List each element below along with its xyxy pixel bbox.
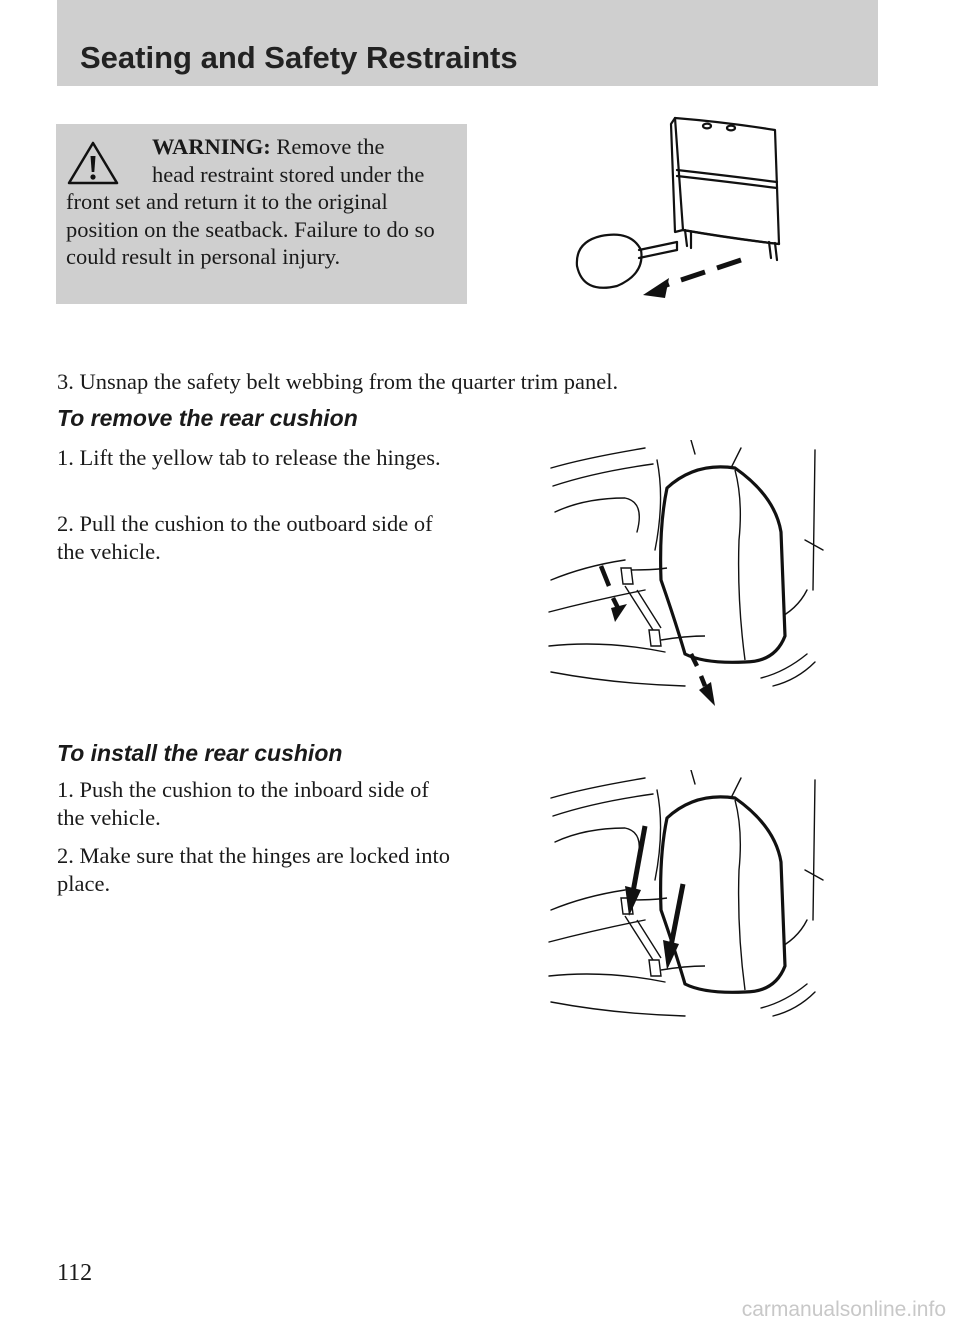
warning-label: WARNING: <box>152 134 271 159</box>
section-title: Seating and Safety Restraints <box>80 40 518 75</box>
warning-text <box>66 133 455 271</box>
warning-text-rest: head restraint stored under the front set and return it to the original position on the seatback. Failure to do so could result in personal injury. <box>66 161 435 269</box>
warning-triangle-icon <box>66 140 120 186</box>
warning-box <box>56 124 467 304</box>
rear-cushion-install-figure <box>545 770 830 1025</box>
head-restraint-figure <box>565 112 795 312</box>
watermark: carmanualsonline.info <box>741 1298 946 1321</box>
step-3-text: 3. Unsnap the safety belt webbing from the quarter trim panel. <box>57 369 619 394</box>
install-section-heading: To install the rear cushion <box>57 740 343 766</box>
rear-cushion-remove-figure <box>545 440 830 715</box>
remove-step-2: 2. Pull the cushion to the outboard side of the vehicle. <box>57 511 433 564</box>
install-step-2: 2. Make sure that the hinges are locked into place. <box>57 843 451 896</box>
install-step-1: 1. Push the cushion to the inboard side of the vehicle. <box>57 777 429 830</box>
page-number: 112 <box>57 1260 93 1286</box>
remove-section-heading: To remove the rear cushion <box>57 405 358 431</box>
warning-text-first: Remove the <box>276 134 385 159</box>
remove-step-1: 1. Lift the yellow tab to release the hinges. <box>57 445 441 470</box>
